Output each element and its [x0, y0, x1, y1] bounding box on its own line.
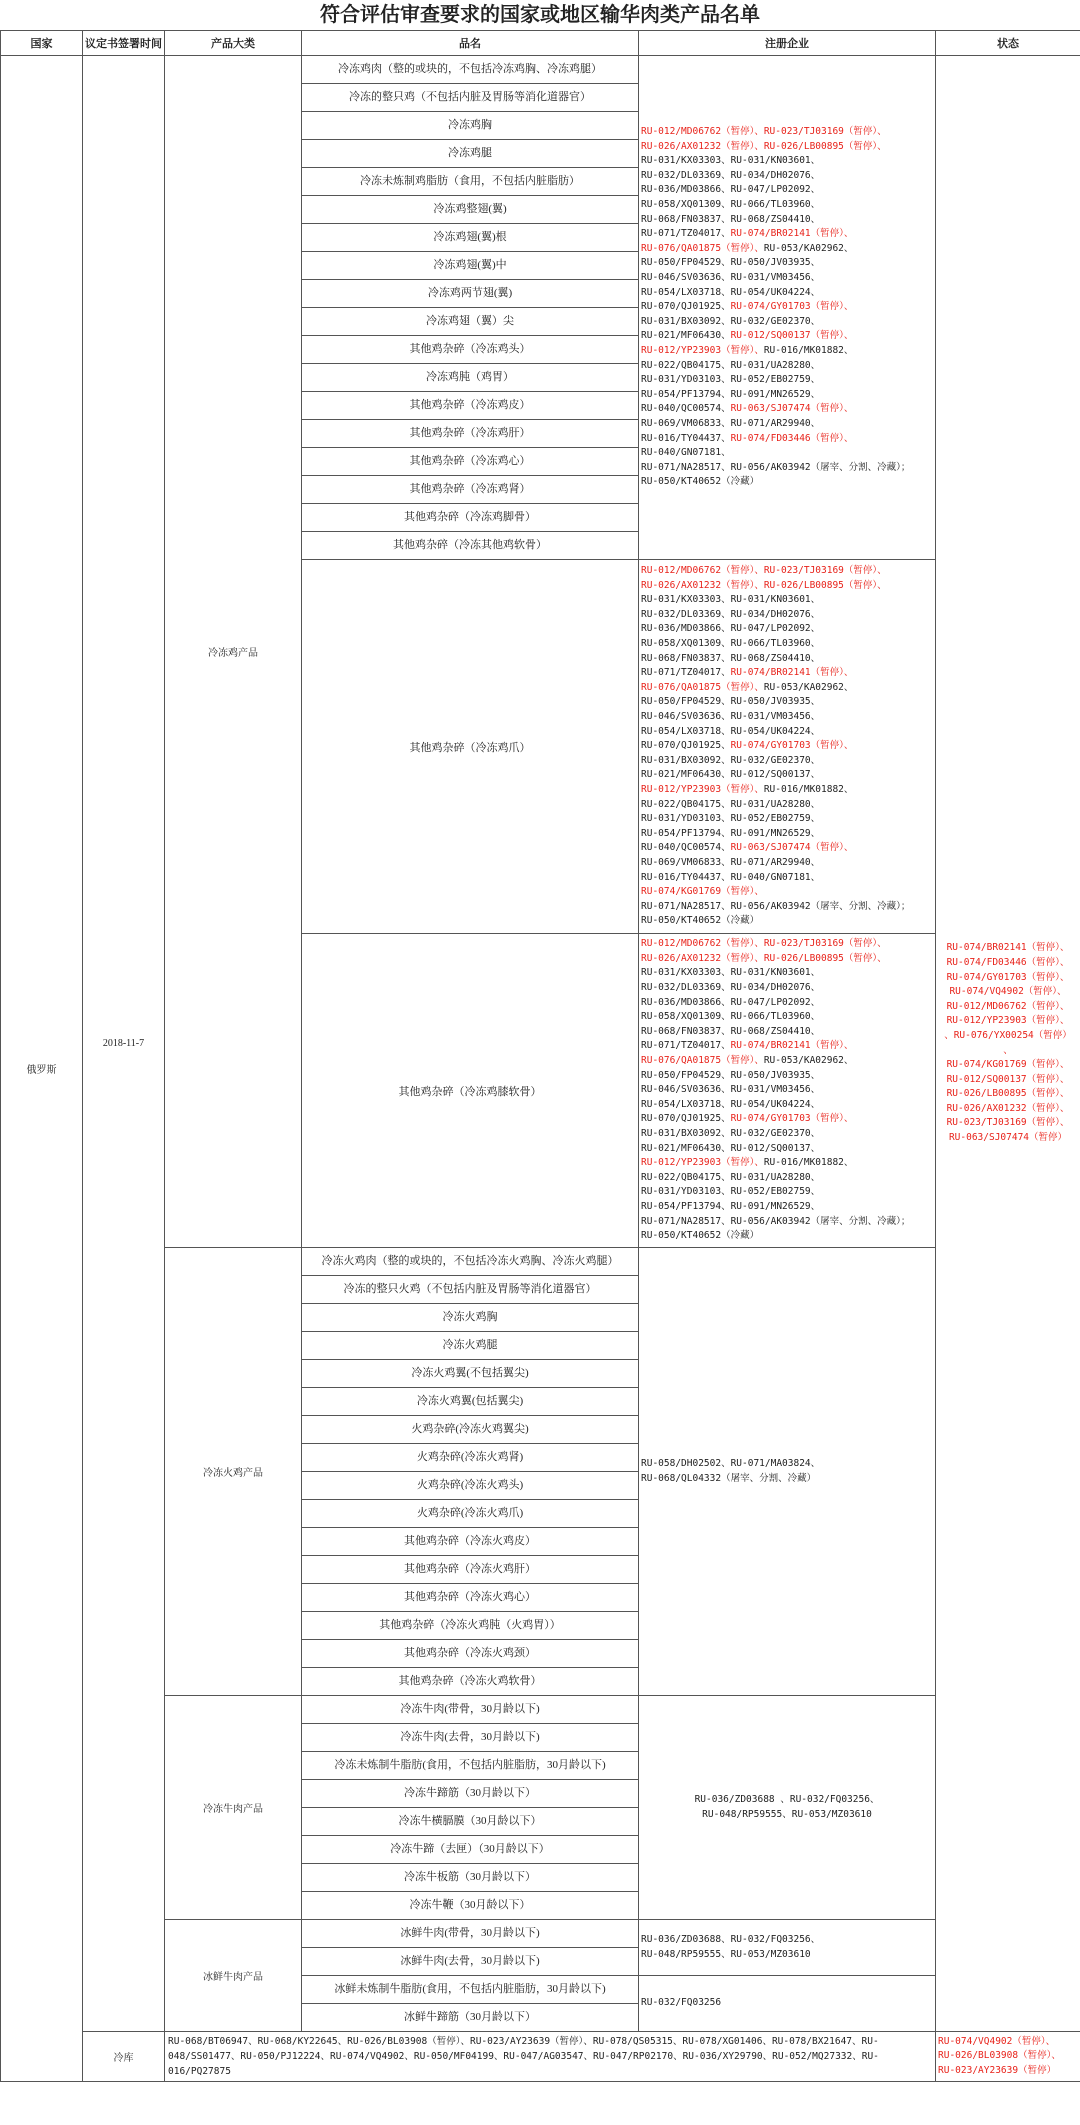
enterprise-line [641, 608, 933, 623]
enterprise-line [641, 1229, 933, 1244]
enterprise-cell [639, 1248, 936, 1696]
category-chicken: 冷冻鸡产品 [165, 56, 302, 1248]
enterprise-code: 、RU-078/QS05315、RU-078/XG01406、RU-078/BX21647、RU-048/SS01477、 [168, 2036, 879, 2062]
enterprise-code: RU-069/VM06833、RU-071/AR29940、 [641, 417, 821, 429]
status-line: RU-074/KG01769（暂停）、 [946, 1059, 1070, 1071]
product-name: 冷冻鸡胸 [302, 112, 639, 140]
enterprise-line [641, 593, 933, 608]
header-category: 产品大类 [165, 31, 302, 56]
status-line: RU-063/SJ07474（暂停） [948, 1132, 1068, 1144]
enterprise-line: RU-068/QL04332（屠宰、分割、冷藏） [641, 1472, 817, 1484]
suspended-enterprise: RU-012/MD06762（暂停）、RU-023/TJ03169（暂停）、 [641, 126, 887, 138]
enterprise-line [641, 1112, 933, 1127]
enterprise-cell: RU-032/FQ03256 [639, 1976, 936, 2032]
enterprise-code: RU-040/QC00574、 [641, 403, 731, 415]
product-name: 其他鸡杂碎（冷冻火鸡颈） [302, 1640, 639, 1668]
enterprise-code: RU-016/TY04437、RU-040/GN07181、 [641, 871, 821, 883]
suspended-enterprise: RU-074/GY01703（暂停）、 [730, 301, 854, 313]
header-country: 国家 [1, 31, 83, 56]
enterprise-line [641, 914, 933, 929]
product-name: 其他鸡杂碎（冷冻火鸡软骨） [302, 1668, 639, 1696]
enterprise-line [641, 183, 933, 198]
enterprise-line [641, 329, 933, 344]
status-line: RU-012/SQ00137（暂停）、 [946, 1073, 1070, 1085]
category-storage: 冷库 [83, 2032, 165, 2082]
product-name: 冷冻牛肉(带骨，30月龄以下) [302, 1696, 639, 1724]
enterprise-line [641, 1025, 933, 1040]
enterprise-code: RU-046/SV03636、RU-031/VM03456、 [641, 711, 821, 723]
enterprise-line [641, 1156, 933, 1171]
enterprise-code: RU-050/KT40652（冷藏） [641, 1230, 760, 1242]
enterprise-code: RU-058/XQ01309、RU-066/TL03960、 [641, 1011, 821, 1023]
enterprise-code: RU-070/QJ01925、 [641, 301, 731, 313]
suspended-enterprise: RU-074/BR02141（暂停）、 [730, 667, 854, 679]
table-row [1, 2032, 1080, 2082]
enterprise-line [641, 885, 933, 900]
suspended-enterprise: RU-074/GY01703（暂停）、 [730, 1113, 854, 1125]
product-name: 其他鸡杂碎（冷冻火鸡肫（火鸡胃）） [302, 1612, 639, 1640]
suspended-enterprise: RU-074/BR02141（暂停）、 [730, 228, 854, 240]
enterprise-line [641, 681, 933, 696]
enterprise-code: RU-016/TY04437、 [641, 432, 731, 444]
category-turkey: 冷冻火鸡产品 [165, 1248, 302, 1696]
enterprise-cell [639, 934, 936, 1248]
product-name: 火鸡杂碎(冷冻火鸡翼尖) [302, 1416, 639, 1444]
enterprise-code: RU-032/DL03369、RU-034/DH02076、 [641, 608, 821, 620]
suspended-enterprise: RU-012/MD06762（暂停）、RU-023/TJ03169（暂停）、 [641, 565, 887, 577]
enterprise-line [641, 996, 933, 1011]
enterprise-line [168, 2051, 879, 2077]
enterprise-code: RU-071/TZ04017、 [641, 228, 731, 240]
suspended-enterprise: RU-074/GY01703（暂停）、 [730, 740, 854, 752]
enterprise-line [641, 1200, 933, 1215]
enterprise-line: RU-048/RP59555、RU-053/MZ03610 [702, 1808, 872, 1820]
enterprise-line [641, 125, 933, 140]
table-row [1, 56, 1080, 84]
product-name: 冷冻火鸡腿 [302, 1332, 639, 1360]
product-name: 火鸡杂碎(冷冻火鸡爪) [302, 1500, 639, 1528]
enterprise-line [641, 271, 933, 286]
suspended-enterprise: RU-074/VQ4902 [330, 2051, 405, 2062]
enterprise-code: RU-022/QB04175、RU-031/UA28280、 [641, 1171, 821, 1183]
enterprise-code: RU-050/PJ12224、 [240, 2051, 330, 2062]
enterprise-line [641, 344, 933, 359]
enterprise-line [641, 256, 933, 271]
suspended-enterprise: RU-026/AX01232（暂停）、RU-026/LB00895（暂停）、 [641, 140, 887, 152]
enterprise-line [641, 622, 933, 637]
enterprise-line [641, 1039, 933, 1054]
status-line: RU-012/MD06762（暂停）、 [946, 1000, 1070, 1012]
product-name: 冷冻牛蹄（去匣）（30月龄以下） [302, 1836, 639, 1864]
product-name: 冷冻火鸡翼(不包括翼尖) [302, 1360, 639, 1388]
product-name: 其他鸡杂碎（冷冻火鸡肝） [302, 1556, 639, 1584]
suspended-enterprise: RU-012/YP23903（暂停）、 [641, 344, 764, 356]
product-table [0, 30, 1080, 2082]
product-name: 冷冻鸡肉（整的或块的，不包括冷冻鸡胸、冷冻鸡腿） [302, 56, 639, 84]
product-name: 冷冻牛肉(去骨，30月龄以下) [302, 1724, 639, 1752]
enterprise-cell [639, 1696, 936, 1920]
enterprise-line [641, 402, 933, 417]
enterprise-line [641, 812, 933, 827]
enterprise-line [641, 768, 933, 783]
suspended-enterprise: RU-074/BR02141（暂停）、 [730, 1040, 854, 1052]
enterprise-line [641, 198, 933, 213]
enterprise-code: RU-040/QC00574、 [641, 842, 731, 854]
enterprise-code: RU-031/YD03103、RU-052/EB02759、 [641, 1186, 821, 1198]
product-name: 冰鲜牛肉(带骨，30月龄以下) [302, 1920, 639, 1948]
product-name: 冷冻鸡两节翅(翼) [302, 280, 639, 308]
enterprise-line [641, 1185, 933, 1200]
suspended-enterprise: RU-074/FD03446（暂停）、 [730, 432, 854, 444]
product-name: 火鸡杂碎(冷冻火鸡肾) [302, 1444, 639, 1472]
enterprise-line [641, 169, 933, 184]
product-name: 冷冻鸡整翅(翼) [302, 196, 639, 224]
enterprise-code: RU-031/BX03092、RU-032/GE02370、 [641, 315, 821, 327]
category-frozen-beef: 冷冻牛肉产品 [165, 1696, 302, 1920]
product-name: 冷冻火鸡胸 [302, 1304, 639, 1332]
enterprise-code: RU-016/MK01882、 [763, 344, 854, 356]
enterprise-code: RU-050/KT40652（冷藏） [641, 915, 760, 927]
enterprise-line [641, 315, 933, 330]
enterprise-code: RU-070/QJ01925、 [641, 1113, 731, 1125]
enterprise-code: RU-068/FN03837、RU-068/ZS04410、 [641, 213, 821, 225]
enterprise-line [641, 981, 933, 996]
enterprise-line [641, 783, 933, 798]
enterprise-code: RU-031/YD03103、RU-052/EB02759、 [641, 374, 821, 386]
suspended-enterprise: RU-012/SQ00137（暂停）、 [730, 330, 854, 342]
enterprise-line [641, 1215, 933, 1230]
header-date: 议定书签署时间 [83, 31, 165, 56]
suspended-enterprise: RU-026/AX01232（暂停）、RU-026/LB00895（暂停）、 [641, 952, 887, 964]
enterprise-code: RU-021/MF06430、RU-012/SQ00137、 [641, 1142, 821, 1154]
suspended-enterprise: RU-012/YP23903（暂停）、 [641, 783, 764, 795]
enterprise-line [641, 1054, 933, 1069]
enterprise-code: RU-050/KT40652（冷藏） [641, 476, 760, 488]
enterprise-line [641, 1142, 933, 1157]
product-name: 冷冻鸡腿 [302, 140, 639, 168]
category-chilled-beef: 冰鲜牛肉产品 [165, 1920, 302, 2032]
enterprise-code: RU-071/NA28517、RU-056/AK03942（屠宰、分割、冷藏）； [641, 900, 911, 912]
enterprise-code: RU-022/QB04175、RU-031/UA28280、 [641, 798, 821, 810]
product-name: 其他鸡杂碎（冷冻火鸡皮） [302, 1528, 639, 1556]
enterprise-code: RU-068/BT06947、RU-068/KY22645、 [168, 2036, 348, 2047]
header-row [1, 31, 1080, 56]
enterprise-cell [639, 56, 936, 560]
enterprise-line [641, 900, 933, 915]
status-line: RU-023/AY23639（暂停） [938, 2064, 1057, 2076]
product-name: 冷冻未炼制牛脂肪(食用，不包括内脏脂肪，30月龄以下) [302, 1752, 639, 1780]
product-name: 冷冻牛蹄筋（30月龄以下） [302, 1780, 639, 1808]
header-status: 状态 [936, 31, 1080, 56]
enterprise-line [641, 1083, 933, 1098]
product-name: 冷冻鸡翅（翼）尖 [302, 308, 639, 336]
enterprise-code: RU-053/KA02962、 [763, 681, 854, 693]
enterprise-code: RU-054/PF13794、RU-091/MN26529、 [641, 388, 821, 400]
enterprise-code: RU-068/FN03837、RU-068/ZS04410、 [641, 652, 821, 664]
suspended-enterprise: RU-076/QA01875（暂停）、 [641, 1055, 764, 1067]
status-line: RU-074/FD03446（暂停）、 [946, 956, 1070, 968]
enterprise-code: RU-054/LX03718、RU-054/UK04224、 [641, 1098, 821, 1110]
enterprise-code: RU-054/LX03718、RU-054/UK04224、 [641, 725, 821, 737]
enterprise-code: RU-046/SV03636、RU-031/VM03456、 [641, 272, 821, 284]
date-cell: 2018-11-7 [83, 56, 165, 2032]
enterprise-code: RU-069/VM06833、RU-071/AR29940、 [641, 856, 821, 868]
product-name: 冷冻的整只火鸡（不包括内脏及胃肠等消化道器官） [302, 1276, 639, 1304]
enterprise-code: RU-031/KX03303、RU-031/KN03601、 [641, 967, 821, 979]
enterprise-line [641, 637, 933, 652]
enterprise-code: RU-021/MF06430、RU-012/SQ00137、 [641, 769, 821, 781]
enterprise-line [641, 432, 933, 447]
suspended-enterprise: RU-012/MD06762（暂停）、RU-023/TJ03169（暂停）、 [641, 938, 887, 950]
product-name: 冷冻鸡翅(翼)中 [302, 252, 639, 280]
enterprise-line [641, 242, 933, 257]
enterprise-line [641, 388, 933, 403]
enterprise-code: RU-053/KA02962、 [763, 1055, 854, 1067]
suspended-enterprise: RU-026/AX01232（暂停）、RU-026/LB00895（暂停）、 [641, 579, 887, 591]
enterprise-line [641, 373, 933, 388]
enterprise-code: RU-031/YD03103、RU-052/EB02759、 [641, 813, 821, 825]
product-name: 冰鲜未炼制牛脂肪(食用，不包括内脏脂肪，30月龄以下) [302, 1976, 639, 2004]
enterprise-code: RU-031/KX03303、RU-031/KN03601、 [641, 594, 821, 606]
enterprise-code: RU-054/PF13794、RU-091/MN26529、 [641, 827, 821, 839]
enterprise-cell [639, 560, 936, 934]
status-line: RU-026/AX01232（暂停）、 [946, 1102, 1070, 1114]
enterprise-line [641, 213, 933, 228]
enterprise-line [641, 652, 933, 667]
status-line: RU-026/BL03908（暂停）、 [938, 2050, 1061, 2062]
product-name: 冷冻未炼制鸡脂肪（食用，不包括内脏脂肪） [302, 168, 639, 196]
enterprise-code: RU-050/FP04529、RU-050/JV03935、 [641, 696, 821, 708]
status-line: RU-074/BR02141（暂停）、 [946, 942, 1070, 954]
enterprise-line [641, 695, 933, 710]
enterprise-line [641, 579, 933, 594]
enterprise-line [641, 475, 933, 490]
product-name: 其他鸡杂碎（冷冻鸡脚骨） [302, 504, 639, 532]
enterprise-line [641, 856, 933, 871]
enterprise-code: RU-036/MD03866、RU-047/LP02092、 [641, 623, 821, 635]
enterprise-code: 、RU-050/MF04199、RU-047/AG03547、RU-047/RP02170、RU-036/XY29790、RU-052/MQ27332、RU-016/PQ27875 [168, 2051, 879, 2077]
enterprise-line [641, 154, 933, 169]
enterprise-code: RU-068/FN03837、RU-068/ZS04410、 [641, 1025, 821, 1037]
enterprise-code: RU-050/FP04529、RU-050/JV03935、 [641, 257, 821, 269]
product-name: 其他鸡杂碎（冷冻鸡皮） [302, 392, 639, 420]
enterprise-line [641, 1010, 933, 1025]
status-line: 、RU-076/YX00254（暂停） [944, 1029, 1072, 1041]
enterprise-code: RU-054/PF13794、RU-091/MN26529、 [641, 1200, 821, 1212]
enterprise-line: RU-036/ZD03688 、RU-032/FQ03256、 [694, 1793, 880, 1805]
status-line: RU-074/VQ4902（暂停）、 [949, 986, 1067, 998]
product-name: 其他鸡杂碎（冷冻其他鸡软骨） [302, 532, 639, 560]
enterprise-code: RU-058/XQ01309、RU-066/TL03960、 [641, 638, 821, 650]
enterprise-line: RU-048/RP59555、RU-053/MZ03610 [641, 1948, 811, 1960]
product-name: 冰鲜牛肉(去骨，30月龄以下) [302, 1948, 639, 1976]
enterprise-code: RU-071/TZ04017、 [641, 667, 731, 679]
enterprise-line [641, 841, 933, 856]
enterprise-code: RU-032/DL03369、RU-034/DH02076、 [641, 169, 821, 181]
suspended-enterprise: RU-012/YP23903（暂停）、 [641, 1157, 764, 1169]
product-name: 其他鸡杂碎（冷冻鸡头） [302, 336, 639, 364]
enterprise-code: RU-031/BX03092、RU-032/GE02370、 [641, 1127, 821, 1139]
enterprise-code: RU-032/DL03369、RU-034/DH02076、 [641, 982, 821, 994]
product-name: 其他鸡杂碎（冷冻鸡肾） [302, 476, 639, 504]
enterprise-line [641, 937, 933, 952]
suspended-enterprise: RU-076/QA01875（暂停）、 [641, 681, 764, 693]
enterprise-line [641, 359, 933, 374]
status-line: RU-012/YP23903（暂停）、 [946, 1015, 1070, 1027]
enterprise-line [641, 666, 933, 681]
suspended-enterprise: RU-026/BL03908（暂停）、RU-023/AY23639（暂停） [347, 2036, 584, 2047]
enterprise-code: RU-031/KX03303、RU-031/KN03601、 [641, 155, 821, 167]
product-name: 冷冻的整只鸡（不包括内脏及胃肠等消化道器官） [302, 84, 639, 112]
enterprise-line [641, 461, 933, 476]
status-line: RU-023/TJ03169（暂停）、 [946, 1117, 1070, 1129]
enterprise-line [641, 300, 933, 315]
enterprise-code: RU-050/FP04529、RU-050/JV03935、 [641, 1069, 821, 1081]
status-cell [936, 2032, 1080, 2082]
enterprise-code: RU-036/MD03866、RU-047/LP02092、 [641, 184, 821, 196]
enterprise-code: RU-054/LX03718、RU-054/UK04224、 [641, 286, 821, 298]
product-name: 冷冻鸡肫（鸡胃） [302, 364, 639, 392]
document-title: 符合评估审查要求的国家或地区输华肉类产品名单 [320, 4, 760, 26]
enterprise-line [641, 1127, 933, 1142]
suspended-enterprise: RU-074/KG01769（暂停）、 [641, 886, 764, 898]
product-name: 冰鲜牛蹄筋（30月龄以下） [302, 2004, 639, 2032]
enterprise-cell [165, 2032, 936, 2082]
enterprise-line [641, 417, 933, 432]
enterprise-line [641, 1098, 933, 1113]
enterprise-line [641, 871, 933, 886]
enterprise-code: RU-071/NA28517、RU-056/AK03942（屠宰、分割、冷藏）； [641, 1215, 911, 1227]
status-line: 、 [1003, 1044, 1013, 1056]
enterprise-code: RU-071/TZ04017、 [641, 1040, 731, 1052]
enterprise-line [641, 725, 933, 740]
enterprise-line [641, 952, 933, 967]
enterprise-code: RU-040/GN07181、 [641, 447, 731, 459]
status-line: RU-074/GY01703（暂停）、 [946, 971, 1070, 983]
status-cell [936, 56, 1080, 2032]
product-name: 冷冻牛鞭（30月龄以下） [302, 1892, 639, 1920]
enterprise-code: RU-070/QJ01925、 [641, 740, 731, 752]
enterprise-line [641, 227, 933, 242]
enterprise-line [641, 446, 933, 461]
enterprise-cell [639, 1920, 936, 1976]
enterprise-code: RU-058/XQ01309、RU-066/TL03960、 [641, 199, 821, 211]
enterprise-line [641, 739, 933, 754]
header-product: 品名 [302, 31, 639, 56]
status-line: RU-074/VQ4902（暂停）、 [938, 2035, 1056, 2047]
status-line: RU-026/LB00895（暂停）、 [946, 1088, 1070, 1100]
suspended-enterprise: RU-063/SJ07474（暂停）、 [730, 403, 854, 415]
product-name: 其他鸡杂碎（冷冻火鸡心） [302, 1584, 639, 1612]
product-name: 冷冻牛板筋（30月龄以下） [302, 1864, 639, 1892]
enterprise-line [641, 564, 933, 579]
suspended-enterprise: RU-063/SJ07474（暂停）、 [730, 842, 854, 854]
product-name: 冷冻火鸡肉（整的或块的，不包括冷冻火鸡胸、冷冻火鸡腿） [302, 1248, 639, 1276]
enterprise-code: RU-071/NA28517、RU-056/AK03942（屠宰、分割、冷藏）； [641, 461, 911, 473]
product-name: 其他鸡杂碎（冷冻鸡膝软骨） [302, 934, 639, 1248]
enterprise-line [641, 754, 933, 769]
country-cell: 俄罗斯 [1, 56, 83, 2082]
enterprise-code: RU-022/QB04175、RU-031/UA28280、 [641, 359, 821, 371]
product-name: 其他鸡杂碎（冷冻鸡爪） [302, 560, 639, 934]
enterprise-code: RU-016/MK01882、 [763, 783, 854, 795]
enterprise-line [641, 286, 933, 301]
product-name: 冷冻牛横膈膜（30月龄以下） [302, 1808, 639, 1836]
enterprise-line [641, 798, 933, 813]
enterprise-code: RU-031/BX03092、RU-032/GE02370、 [641, 754, 821, 766]
enterprise-code: RU-021/MF06430、 [641, 330, 731, 342]
product-name: 其他鸡杂碎（冷冻鸡肝） [302, 420, 639, 448]
product-name: 冷冻火鸡翼(包括翼尖) [302, 1388, 639, 1416]
enterprise-line [641, 710, 933, 725]
enterprise-code: RU-036/MD03866、RU-047/LP02092、 [641, 996, 821, 1008]
product-name: 其他鸡杂碎（冷冻鸡心） [302, 448, 639, 476]
enterprise-line [641, 1069, 933, 1084]
enterprise-line: RU-058/DH02502、RU-071/MA03824、 [641, 1457, 821, 1469]
product-name: 冷冻鸡翅(翼)根 [302, 224, 639, 252]
header-enterprise: 注册企业 [639, 31, 936, 56]
enterprise-line: RU-036/ZD03688、RU-032/FQ03256、 [641, 1933, 821, 1945]
enterprise-line [641, 966, 933, 981]
enterprise-line [641, 1171, 933, 1186]
enterprise-code: RU-053/KA02962、 [763, 242, 854, 254]
enterprise-line [641, 827, 933, 842]
enterprise-code: RU-046/SV03636、RU-031/VM03456、 [641, 1084, 821, 1096]
suspended-enterprise: RU-076/QA01875（暂停）、 [641, 242, 764, 254]
enterprise-code: RU-016/MK01882、 [763, 1157, 854, 1169]
product-name: 火鸡杂碎(冷冻火鸡头) [302, 1472, 639, 1500]
enterprise-line [641, 140, 933, 155]
